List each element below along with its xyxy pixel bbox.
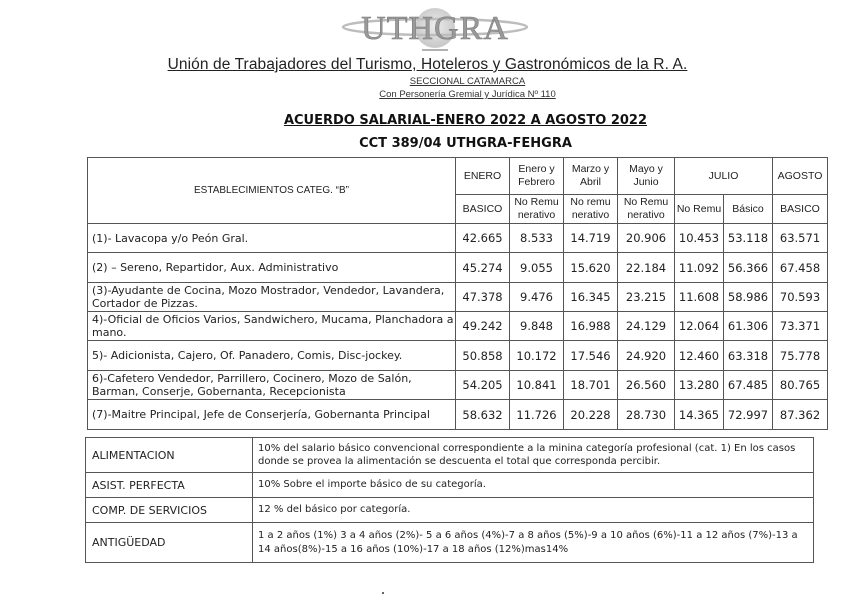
category-header: ESTABLECIMIENTOS CATEG. “B” (88, 158, 456, 224)
value-cell: 24.129 (618, 312, 675, 341)
value-cell: 56.366 (724, 253, 773, 283)
additional-value: 10% Sobre el importe básico de su categoría. (253, 473, 814, 498)
value-cell: 10.172 (510, 341, 564, 371)
category-cell: 5)- Adicionista, Cajero, Of. Panadero, Comis, Disc-jockey. (88, 341, 456, 371)
additional-value: 12 % del básico por categoría. (253, 498, 814, 523)
subheader-agosto: BASICO (773, 195, 828, 224)
logo-text: UTHGRA (361, 10, 509, 47)
additionals-table (85, 437, 814, 563)
additional-label: COMP. DE SERVICIOS (86, 498, 253, 523)
value-cell: 11.092 (675, 253, 724, 283)
additional-value: 10% del salario básico convencional correspondiente a la minina categoría profesional (cat. 1) En los casos donde se provea la alimentación se descuenta el total que corresponda percibir. (253, 438, 814, 473)
additional-label: ANTIGÜEDAD (86, 523, 253, 563)
table-row (88, 400, 828, 430)
category-cell: (1)- Lavacopa y/o Peón Gral. (88, 224, 456, 253)
value-cell: 80.765 (773, 371, 828, 400)
category-cell: 6)-Cafetero Vendedor, Parrillero, Cocinero, Mozo de Salón, Barman, Conserje, Gobernanta, Recepcionista (88, 371, 456, 400)
value-cell: 20.228 (564, 400, 618, 430)
additional-row (86, 523, 814, 563)
subheader-enero-febrero: No Remu nerativo (510, 195, 564, 224)
seccional: SECCIONAL CATAMARCA (409, 76, 526, 87)
value-cell: 63.318 (724, 341, 773, 371)
value-cell: 49.242 (456, 312, 510, 341)
table-row (88, 312, 828, 341)
value-cell: 24.920 (618, 341, 675, 371)
logo-graphic (340, 6, 530, 52)
value-cell: 87.362 (773, 400, 828, 430)
subheader-julio-basico: Básico (724, 195, 773, 224)
value-cell: 75.778 (773, 341, 828, 371)
value-cell: 58.632 (456, 400, 510, 430)
subheader-mayo-junio: No Remu nerativo (618, 195, 675, 224)
value-cell: 67.485 (724, 371, 773, 400)
value-cell: 42.665 (456, 224, 510, 253)
value-cell: 18.701 (564, 371, 618, 400)
category-cell: (3)-Ayudante de Cocina, Mozo Mostrador, Vendedor, Lavandera, Cortador de Pizzas. (88, 283, 456, 312)
category-cell: (2) – Sereno, Repartidor, Aux. Administrativo (88, 253, 456, 283)
value-cell: 50.858 (456, 341, 510, 371)
value-cell: 26.560 (618, 371, 675, 400)
value-cell: 15.620 (564, 253, 618, 283)
value-cell: 13.280 (675, 371, 724, 400)
personeria: Con Personería Gremial y Jurídica Nº 110 (379, 89, 556, 100)
additional-label: ALIMENTACION (86, 438, 253, 473)
value-cell: 14.365 (675, 400, 724, 430)
value-cell: 23.215 (618, 283, 675, 312)
value-cell: 11.608 (675, 283, 724, 312)
header-mayo-junio: Mayo y Junio (618, 158, 675, 195)
header-marzo-abril: Marzo y Abril (564, 158, 618, 195)
table-row (88, 253, 828, 283)
table-row (88, 371, 828, 400)
value-cell: 16.345 (564, 283, 618, 312)
value-cell: 11.726 (510, 400, 564, 430)
value-cell: 14.719 (564, 224, 618, 253)
value-cell: 28.730 (618, 400, 675, 430)
value-cell: 47.378 (456, 283, 510, 312)
value-cell: 10.841 (510, 371, 564, 400)
document-title: ACUERDO SALARIAL-ENERO 2022 A AGOSTO 2022 (283, 113, 648, 128)
value-cell: 70.593 (773, 283, 828, 312)
category-cell: 4)-Oficial de Oficios Varios, Sandwichero, Mucama, Planchadora a mano. (88, 312, 456, 341)
value-cell: 22.184 (618, 253, 675, 283)
scan-speck (382, 592, 384, 594)
value-cell: 58.986 (724, 283, 773, 312)
value-cell: 73.371 (773, 312, 828, 341)
header-julio: JULIO (675, 158, 773, 195)
header-enero: ENERO (456, 158, 510, 195)
subheader-enero: BASICO (456, 195, 510, 224)
value-cell: 12.460 (675, 341, 724, 371)
value-cell: 72.997 (724, 400, 773, 430)
additional-label: ASIST. PERFECTA (86, 473, 253, 498)
value-cell: 67.458 (773, 253, 828, 283)
org-name: Unión de Trabajadores del Turismo, Hoteleros y Gastronómicos de la R. A. (167, 56, 688, 73)
table-row (88, 283, 828, 312)
value-cell: 61.306 (724, 312, 773, 341)
value-cell: 12.064 (675, 312, 724, 341)
uthgra-logo (340, 6, 530, 52)
value-cell: 16.988 (564, 312, 618, 341)
additional-row (86, 498, 814, 523)
document-subtitle: CCT 389/04 UTHGRA-FEHGRA (359, 136, 572, 151)
value-cell: 10.453 (675, 224, 724, 253)
value-cell: 63.571 (773, 224, 828, 253)
additional-value: 1 a 2 años (1%) 3 a 4 años (2%)- 5 a 6 años (4%)-7 a 8 años (5%)-9 a 10 años (6%)-11 a 12 años (7%)-13 a 14 años(8%)-15 a 16 años (10%)-17 a 18 años (12%)mas14% (253, 523, 814, 563)
value-cell: 9.476 (510, 283, 564, 312)
value-cell: 53.118 (724, 224, 773, 253)
table-row (88, 224, 828, 253)
value-cell: 54.205 (456, 371, 510, 400)
salary-table (87, 157, 828, 430)
table-row (88, 341, 828, 371)
category-cell: (7)-Maitre Principal, Jefe de Conserjería, Gobernanta Principal (88, 400, 456, 430)
value-cell: 20.906 (618, 224, 675, 253)
header-enero-febrero: Enero y Febrero (510, 158, 564, 195)
subheader-marzo-abril: No remu nerativo (564, 195, 618, 224)
value-cell: 8.533 (510, 224, 564, 253)
additional-row (86, 438, 814, 473)
value-cell: 9.055 (510, 253, 564, 283)
value-cell: 9.848 (510, 312, 564, 341)
additional-row (86, 473, 814, 498)
value-cell: 45.274 (456, 253, 510, 283)
header-agosto: AGOSTO (773, 158, 828, 195)
subheader-julio-noremu: No Remu (675, 195, 724, 224)
value-cell: 17.546 (564, 341, 618, 371)
